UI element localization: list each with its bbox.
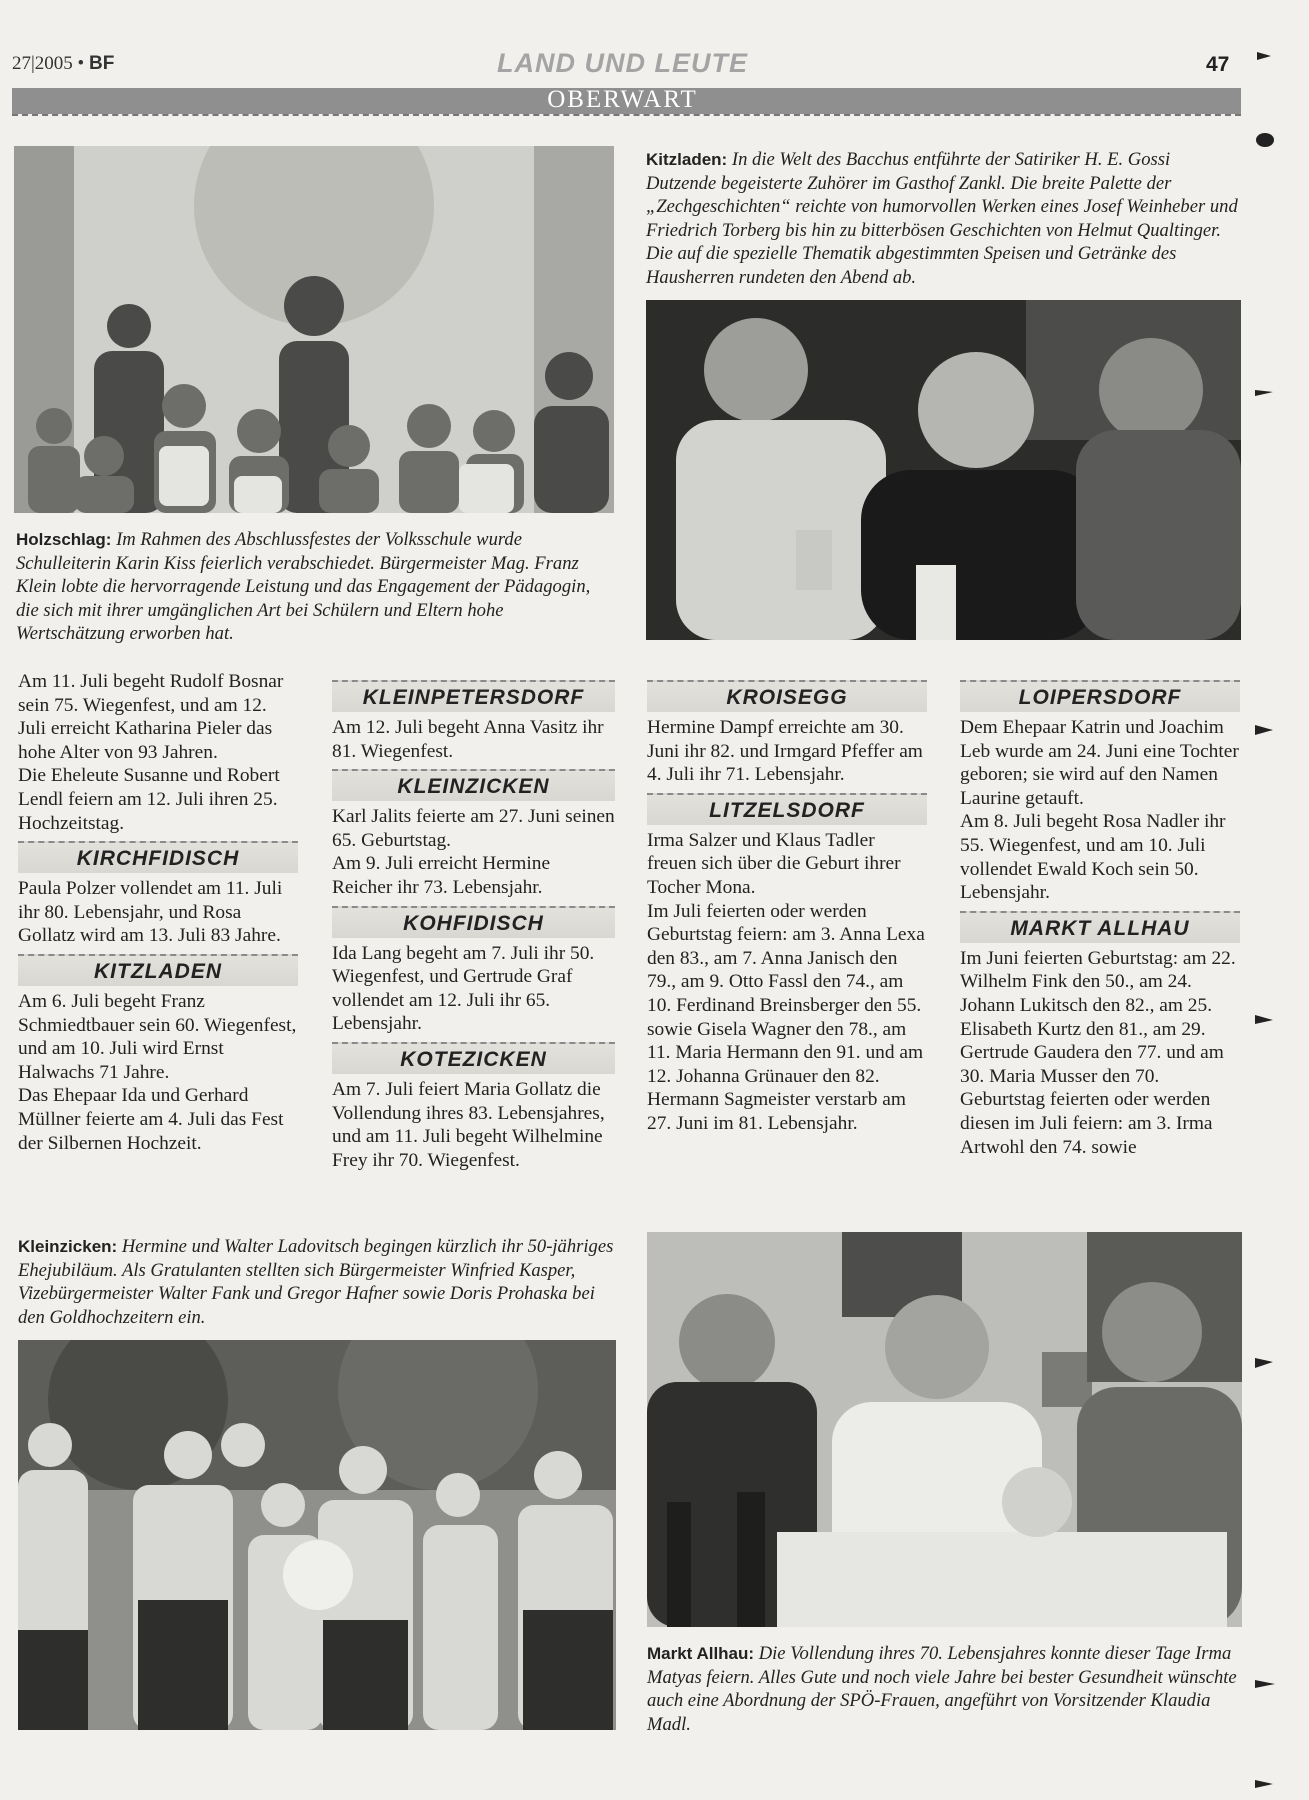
notice-paragraph: Hermann Sagmeister verstarb am 27. Juni im 81. Lebensjahr.: [647, 1089, 906, 1134]
column-2: [332, 670, 615, 1172]
rubric-kohfidisch: KOHFIDISCH: [332, 906, 615, 938]
section-title: LAND UND LEUTE: [497, 48, 748, 78]
notice-paragraph: Am 11. Juli begeht Rudolf Bosnar sein 75. Wiegenfest, und am 12. Juli erreicht Katharina Pieler das hohe Alter von 93 Jahren.: [18, 671, 284, 763]
caption-place: Holzschlag:: [16, 530, 112, 549]
rubric-kleinzicken: KLEINZICKEN: [332, 769, 615, 801]
photo-kleinzicken-golden-wedding: [18, 1340, 616, 1730]
rubric-kroisegg: KROISEGG: [647, 680, 927, 712]
notice-paragraph: Karl Jalits feierte am 27. Juni seinen 65. Geburtstag.: [332, 806, 615, 851]
caption-place: Kleinzicken:: [18, 1237, 118, 1256]
notice-paragraph: Am 12. Juli begeht Anna Vasitz ihr 81. Wiegenfest.: [332, 717, 604, 762]
caption-text: Hermine und Walter Ladovitsch begingen kürzlich ihr 50-jähriges Ehejubiläum. Als Gratulanten stellten sich Bürgermeister Winfried Kasper, Vizebürgermeister Walter Fank und Gregor Hafner sowie Doris Prohaska bei den Goldhochzeitern ein.: [18, 1236, 614, 1328]
notice-paragraph: Das Ehepaar Ida und Gerhard Müllner feierte am 4. Juli das Fest der Silbernen Hochzeit.: [18, 1085, 284, 1154]
caption-place: Markt Allhau:: [647, 1644, 755, 1663]
issue-number: 27|2005 •: [12, 53, 85, 74]
rubric-kleinpetersdorf: KLEINPETERSDORF: [332, 680, 615, 712]
caption-text: Die Vollendung ihres 70. Lebensjahres konnte dieser Tage Irma Matyas feiern. Alles Gute und noch viele Jahre bei bester Gesundheit wünschte auch eine Abordnung der SPÖ-Frauen, angeführt von Vorsitzender Klaudia Madl.: [647, 1643, 1237, 1735]
notice-paragraph: Am 7. Juli feiert Maria Gollatz die Vollendung ihres 83. Lebensjahres, und am 11. Juli begeht Wilhelmine Frey ihr 70. Wiegenfest.: [332, 1078, 605, 1171]
issue-brand: BF: [88, 53, 115, 74]
page-number: 47: [1206, 53, 1230, 76]
rubric-kotezicken: KOTEZICKEN: [332, 1042, 615, 1074]
notice-paragraph: Die Eheleute Susanne und Robert Lendl feiern am 12. Juli ihren 25. Hochzeitstag.: [18, 765, 280, 834]
notice-paragraph: Irma Salzer und Klaus Tadler freuen sich über die Geburt ihrer Tocher Mona.: [647, 829, 901, 898]
caption-place: Kitzladen:: [646, 150, 728, 169]
column-4: [960, 670, 1240, 1159]
caption-markt-allhau: [647, 1642, 1243, 1736]
notice-paragraph: Paula Polzer vollendet am 11. Juli ihr 80. Lebensjahr, und Rosa Gollatz wird am 13. Juli 83 Jahre.: [18, 878, 283, 947]
column-3: [647, 670, 927, 1136]
notice-paragraph: Am 8. Juli begeht Rosa Nadler ihr 55. Wiegenfest, und am 10. Juli vollendet Ewald Koch sein 50. Lebensjahr.: [960, 811, 1226, 904]
notice-paragraph: Im Juni feierten Geburtstag: am 22. Wilhelm Fink den 50., am 24. Johann Lukitsch den 82., am 25. Elisabeth Kurtz den 81., am 29. Gertrude Gaudera den 77. und am 30. Maria Musser den 70.: [960, 947, 1236, 1087]
notice-paragraph: Am 9. Juli erreicht Hermine Reicher ihr 73. Lebensjahr.: [332, 853, 551, 898]
notice-paragraph: Hermine Dampf erreichte am 30. Juni ihr 82. und Irmgard Pfeffer am 4. Juli ihr 71. Lebensjahr.: [647, 717, 923, 786]
scan-margin-marks: [1255, 40, 1295, 1800]
rubric-kirchfidisch: KIRCHFIDISCH: [18, 841, 298, 873]
rubric-litzelsdorf: LITZELSDORF: [647, 793, 927, 825]
rubric-markt-allhau: MARKT ALLHAU: [960, 911, 1240, 943]
notice-paragraph: Im Juli feierten oder werden Geburtstag feiern: am 3. Anna Lexa den 83., am 7. Anna Janisch den 79., am 9. Otto Fassl den 74., am 10. Ferdinand Breinsberger den 55. sowie Gisela Wagner den 78., am 11. Maria Hermann den 91. und am 12. Johanna Grünauer den 82.: [647, 900, 925, 1087]
caption-kleinzicken: [18, 1235, 618, 1329]
caption-text: In die Welt des Bacchus entführte der Satiriker H. E. Gossi Dutzende begeisterte Zuhörer im Gasthof Zankl. Die breite Palette der „Zechgeschichten“ reichte von humorvollen Werken eines Josef Weinheber und Friedrich Torberg bis hin zu bitterbösen Geschichten von Helmut Qualtinger. Die auf die spezielle Thematik abgestimmten Speisen und Getränke des Hausherren rundeten den Abend ab.: [646, 149, 1238, 288]
rubric-kitzladen: KITZLADEN: [18, 954, 298, 986]
notice-paragraph: Am 6. Juli begeht Franz Schmiedtbauer sein 60. Wiegenfest, und am 10. Juli wird Ernst Halwachs 71 Jahre.: [18, 990, 297, 1083]
caption-text: Im Rahmen des Abschlussfestes der Volksschule wurde Schulleiterin Karin Kiss feierlich verabschiedet. Bürgermeister Mag. Franz Klein lobte die hervorragende Leistung und das Engagement der Pädagogin, die sich mit ihrer umgänglichen Art bei Schülern und Eltern hohe Wertschätzung erworben hat.: [16, 529, 591, 644]
photo-kitzladen-three-men: [646, 300, 1241, 640]
caption-kitzladen: [646, 148, 1242, 289]
notice-paragraph: Dem Ehepaar Katrin und Joachim Leb wurde am 24. Juni eine Tochter geboren; sie wird auf den Namen Laurine getauft.: [960, 717, 1239, 809]
photo-markt-allhau-birthday: [647, 1232, 1242, 1627]
header-divider: [12, 114, 1241, 116]
notice-paragraph: Ida Lang begeht am 7. Juli ihr 50. Wiegenfest, und Gertrude Graf vollendet am 12. Juli ihr 65. Lebensjahr.: [332, 942, 595, 1035]
caption-holzschlag: [16, 528, 616, 646]
notice-paragraph: Geburtstag feierten oder werden diesen im Juli feiern: am 3. Irma Artwohl den 74. sowie: [960, 1089, 1213, 1158]
column-1: [18, 670, 298, 1155]
photo-holzschlag-school-group: [14, 146, 614, 513]
subsection-title: OBERWART: [547, 86, 698, 113]
rubric-loipersdorf: LOIPERSDORF: [960, 680, 1240, 712]
